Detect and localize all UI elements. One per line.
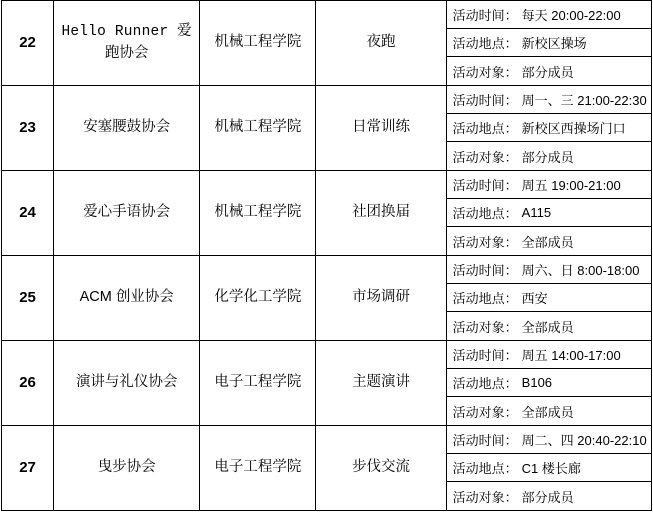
- detail-place-label: 活动地点：: [452, 461, 518, 476]
- club-name: ACM 创业协会: [54, 256, 200, 341]
- detail-time: [447, 341, 651, 369]
- club-name: 演讲与礼仪协会: [54, 341, 200, 426]
- detail-target-label: 活动对象：: [452, 149, 518, 165]
- detail-time: [447, 426, 651, 454]
- detail-target-label: 活动对象：: [452, 64, 518, 80]
- row-index: 27: [2, 426, 54, 511]
- detail-target-label: 活动对象：: [452, 319, 518, 335]
- detail-time: [447, 171, 651, 199]
- detail-place-value: 新校区西操场门口: [521, 121, 626, 136]
- activity-details: [446, 1, 651, 86]
- activity-details: [446, 256, 651, 341]
- detail-time-value: 周二、四 20:40-22:10: [521, 433, 647, 448]
- detail-list: [447, 341, 651, 425]
- detail-place-label: 活动地点：: [452, 121, 518, 136]
- detail-list: [447, 86, 651, 170]
- detail-place-label: 活动地点：: [452, 206, 518, 221]
- table-row: [2, 426, 652, 511]
- detail-time: [447, 86, 651, 114]
- detail-list: [447, 256, 651, 340]
- table-body: [2, 1, 652, 511]
- detail-place-value: C1 楼长廊: [521, 461, 581, 476]
- detail-target: [447, 57, 651, 85]
- detail-place: [447, 454, 651, 482]
- detail-time-label: 活动时间：: [452, 348, 518, 363]
- table-row: [2, 256, 652, 341]
- club-name: 曳步协会: [54, 426, 200, 511]
- row-index: 22: [2, 1, 54, 86]
- detail-target-value: 全部成员: [521, 234, 574, 250]
- activity-name: 社团换届: [316, 171, 446, 256]
- detail-target-label: 活动对象：: [452, 404, 518, 420]
- detail-target-value: 全部成员: [521, 319, 574, 335]
- table-row: [2, 1, 652, 86]
- table-row: [2, 341, 652, 426]
- detail-time-label: 活动时间：: [452, 93, 518, 108]
- detail-place: [447, 199, 651, 227]
- club-name: [54, 1, 200, 86]
- detail-list: [447, 171, 651, 255]
- activity-name: 日常训练: [316, 86, 446, 171]
- detail-target: [447, 312, 651, 340]
- detail-place-value: 新校区操场: [521, 36, 587, 51]
- activity-name: 市场调研: [316, 256, 446, 341]
- activity-name: 步伐交流: [316, 426, 446, 511]
- activity-name: 夜跑: [316, 1, 446, 86]
- college-name: 机械工程学院: [200, 171, 316, 256]
- row-index: 26: [2, 341, 54, 426]
- activity-details: [446, 341, 651, 426]
- detail-time-label: 活动时间：: [452, 178, 518, 193]
- club-name-line1: Hello Runner 爱: [61, 23, 192, 40]
- detail-place-value: B106: [521, 375, 553, 390]
- detail-list: [447, 426, 651, 510]
- college-name: 电子工程学院: [200, 426, 316, 511]
- detail-target: [447, 397, 651, 425]
- detail-time-value: 每天 20:00-22:00: [521, 8, 621, 23]
- detail-target: [447, 227, 651, 255]
- college-name: 机械工程学院: [200, 1, 316, 86]
- detail-time-value: 周五 14:00-17:00: [521, 348, 621, 363]
- club-name: 爱心手语协会: [54, 171, 200, 256]
- detail-place-label: 活动地点：: [452, 376, 518, 391]
- row-index: 25: [2, 256, 54, 341]
- detail-place-label: 活动地点：: [452, 36, 518, 51]
- detail-time-value: 周一、三 21:00-22:30: [521, 93, 647, 108]
- detail-target: [447, 482, 651, 510]
- detail-target-label: 活动对象：: [452, 489, 518, 505]
- college-name: 化学化工学院: [200, 256, 316, 341]
- detail-time-label: 活动时间：: [452, 263, 518, 278]
- row-index: 23: [2, 86, 54, 171]
- table-row: [2, 171, 652, 256]
- club-name-line2: 跑协会: [104, 45, 149, 61]
- detail-target-label: 活动对象：: [452, 234, 518, 250]
- activity-details: [446, 426, 651, 511]
- detail-time: [447, 256, 651, 284]
- detail-time: [447, 1, 651, 29]
- club-activity-table: [1, 0, 652, 511]
- activity-details: [446, 86, 651, 171]
- table-row: [2, 86, 652, 171]
- detail-target-value: 部分成员: [521, 149, 574, 165]
- detail-place: [447, 29, 651, 57]
- detail-target: [447, 142, 651, 170]
- activity-name: 主题演讲: [316, 341, 446, 426]
- detail-list: [447, 1, 651, 85]
- detail-place: [447, 114, 651, 142]
- college-name: 电子工程学院: [200, 341, 316, 426]
- activity-details: [446, 171, 651, 256]
- row-index: 24: [2, 171, 54, 256]
- detail-place-value: A115: [521, 205, 552, 220]
- college-name: 机械工程学院: [200, 86, 316, 171]
- detail-place: [447, 284, 651, 312]
- detail-time-label: 活动时间：: [452, 433, 518, 448]
- detail-time-value: 周六、日 8:00-18:00: [521, 263, 640, 278]
- detail-time-label: 活动时间：: [452, 8, 518, 23]
- detail-target-value: 部分成员: [521, 64, 574, 80]
- detail-time-value: 周五 19:00-21:00: [521, 178, 621, 193]
- detail-place-value: 西安: [521, 291, 548, 306]
- detail-target-value: 全部成员: [521, 404, 574, 420]
- club-name: 安塞腰鼓协会: [54, 86, 200, 171]
- detail-place-label: 活动地点：: [452, 291, 518, 306]
- detail-place: [447, 369, 651, 397]
- detail-target-value: 部分成员: [521, 489, 574, 505]
